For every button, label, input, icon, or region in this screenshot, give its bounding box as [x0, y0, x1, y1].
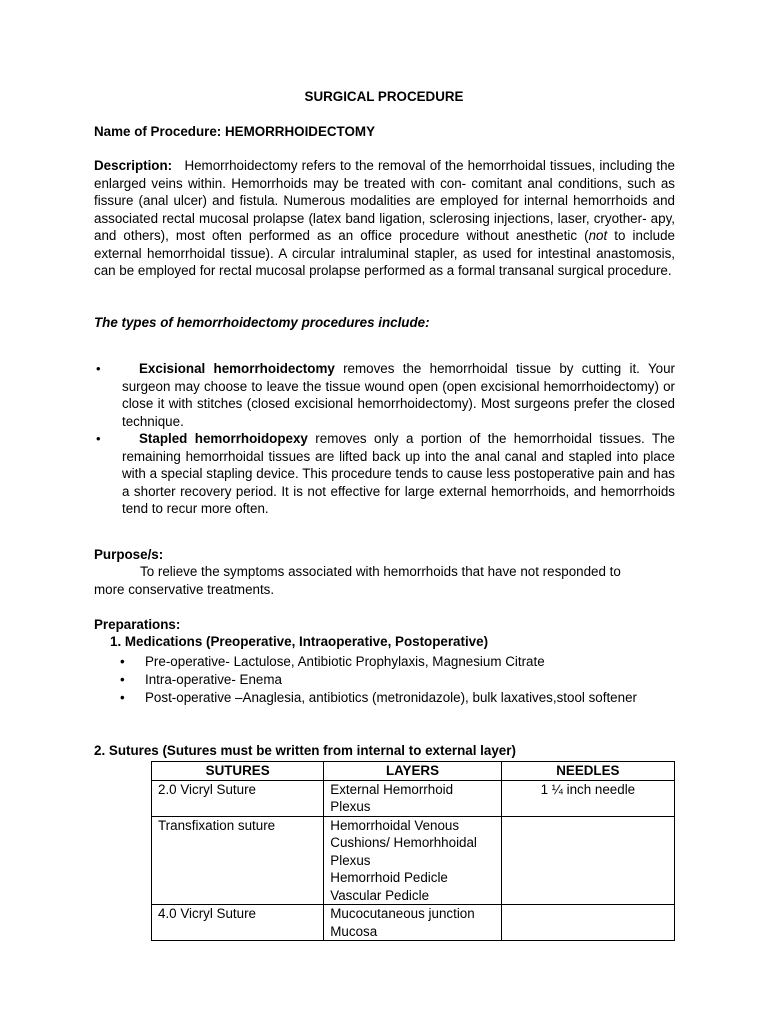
description-italic: not — [588, 228, 608, 243]
preparations-heading: Preparations: — [94, 617, 181, 632]
layer-line: Vascular Pedicle — [330, 887, 430, 903]
type-description: removes only a portion of the hemorrhoidal tissues. The remaining hemorrhoidal tissues are lifted back up into the anal canal and stapled into place with a special stapling device. This procedure tends to cause less postoperative pain and has a shorter recovery period. It is not effective for large external hemorrhoids, and hemorrhoids tend to recur more often. — [122, 431, 675, 516]
description-text: Hemorrhoidectomy refers to the removal of the hemorrhoidal tissues, including the enlarged veins within. Hemorrhoids may be treated with con- comitant anal conditions, such as fissure (anal ulcer) and fistula. Numerous modalities are employed for internal hemorrhoids and associated rectal mucosal prolapse (latex band ligation, sclerosing injections, laser, cryother- apy, and others), most often performed as an office procedure without anesthetic ( — [94, 158, 675, 243]
layer-line: Plexus — [330, 852, 371, 868]
layer-line: Mucocutaneous junction — [330, 906, 475, 921]
suture-cell: Transfixation suture — [152, 816, 324, 905]
sutures-heading: 2. Sutures (Sutures must be written from internal to external layer) — [94, 743, 516, 758]
types-list — [94, 360, 675, 518]
needle-cell — [501, 905, 674, 941]
needle-cell: 1 ¼ inch needle — [501, 780, 674, 816]
medication-text: Post-operative –Anaglesia, antibiotics (metronidazole), bulk laxatives,stool softener — [145, 690, 637, 705]
table-row — [152, 816, 675, 905]
bullet-icon: • — [96, 361, 101, 376]
suture-cell: 4.0 Vicryl Suture — [152, 905, 324, 941]
medication-text: Pre-operative- Lactulose, Antibiotic Prophylaxis, Magnesium Citrate — [145, 654, 545, 669]
bullet-icon: • — [120, 654, 125, 669]
page-title: SURGICAL PROCEDURE — [304, 89, 464, 104]
bullet-icon: • — [120, 690, 125, 705]
layer-line: External Hemorrhoid — [330, 781, 454, 797]
layers-cell — [324, 816, 501, 905]
purpose-heading: Purpose/s: — [94, 547, 164, 562]
needle-cell — [501, 816, 674, 905]
table-row — [152, 905, 675, 941]
procedure-name: Name of Procedure: HEMORRHOIDECTOMY — [94, 124, 375, 139]
column-header: NEEDLES — [501, 762, 674, 781]
sutures-table — [151, 761, 675, 941]
list-item — [94, 430, 675, 518]
layers-cell — [324, 905, 501, 941]
layer-line: Mucosa — [330, 923, 378, 939]
suture-cell: 2.0 Vicryl Suture — [152, 780, 324, 816]
column-header: SUTURES — [152, 762, 324, 781]
layer-line: Plexus — [330, 799, 371, 814]
medications-heading: 1. Medications (Preoperative, Intraoperative, Postoperative) — [110, 634, 489, 649]
table-row — [152, 780, 675, 816]
description-text-cont: to include external hemorrhoidal tissue). A circular intraluminal stapler, as used for intestinal anastomosis, can be employed for rectal mucosal prolapse performed as a formal transanal surgical procedure. — [94, 228, 675, 278]
type-name: Stapled hemorrhoidopexy — [139, 431, 308, 446]
bullet-icon: • — [96, 431, 101, 446]
list-item — [94, 360, 675, 430]
layer-line: Hemorrhoid Pedicle — [330, 870, 448, 885]
layer-line: Cushions/ Hemorhhoidal — [330, 835, 477, 850]
type-name: Excisional hemorrhoidectomy — [139, 361, 335, 376]
table-header-row — [152, 762, 675, 781]
purpose-body: To relieve the symptoms associated with hemorrhoids that have not responded to more conservative treatments. — [94, 564, 621, 597]
types-heading: The types of hemorrhoidectomy procedures include: — [94, 315, 430, 330]
description-label: Description: — [94, 158, 173, 173]
purpose-text — [94, 563, 654, 598]
bullet-icon: • — [120, 672, 125, 687]
layer-line: Hemorrhoidal Venous — [330, 817, 460, 833]
type-description: removes the hemorrhoidal tissue by cutting it. Your surgeon may choose to leave the tissue wound open (open excisional hemorrhoidectomy) or close it with stitches (closed excisional hemorrhoidectomy). Most surgeons prefer the closed technique. — [122, 361, 675, 429]
column-header: LAYERS — [324, 762, 501, 781]
layers-cell — [324, 780, 501, 816]
medication-text: Intra-operative- Enema — [145, 672, 282, 687]
description-paragraph — [94, 157, 675, 280]
